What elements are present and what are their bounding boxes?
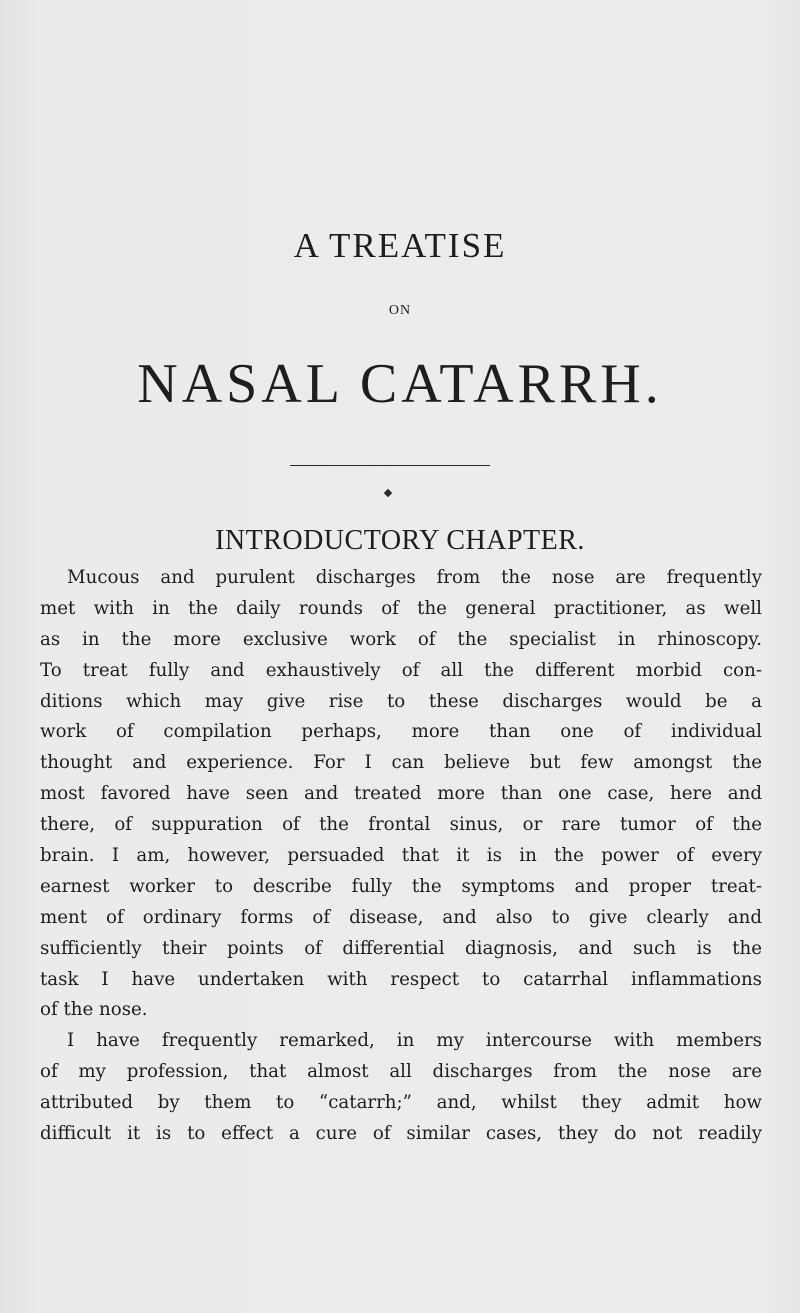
- text-line: earnest worker to describe fully the symptoms and proper treat-: [40, 875, 762, 897]
- text-line: met with in the daily rounds of the general practitioner, as well: [40, 597, 762, 619]
- body-text: [40, 563, 762, 1150]
- title-connector: ON: [388, 303, 412, 318]
- text-line: To treat fully and exhaustively of all the different morbid con-: [40, 659, 762, 681]
- treatise-title: A TREATISE: [293, 226, 507, 265]
- text-line: task I have undertaken with respect to catarrhal inflammations: [40, 968, 762, 990]
- text-line: sufficiently their points of differential diagnosis, and such is the: [40, 937, 762, 959]
- text-line: as in the more exclusive work of the specialist in rhinoscopy.: [40, 628, 762, 650]
- text-line: attributed by them to “catarrh;” and, whilst they admit how: [40, 1092, 762, 1114]
- ornament-dot: [384, 489, 392, 497]
- text-line: ditions which may give rise to these discharges would be a: [40, 690, 762, 712]
- text-line: of my profession, that almost all discharges from the nose are: [40, 1061, 762, 1083]
- text-line: difficult it is to effect a cure of similar cases, they do not readily: [40, 1123, 762, 1145]
- text-line: work of compilation perhaps, more than one of individual: [40, 721, 762, 743]
- text-line: of the nose.: [40, 999, 148, 1021]
- text-line: thought and experience. For I can believe but few amongst the: [40, 752, 762, 774]
- text-line: Mucous and purulent discharges from the nose are frequently: [67, 567, 762, 588]
- chapter-heading: INTRODUCTORY CHAPTER.: [215, 525, 585, 556]
- subject-title: NASAL CATARRH.: [137, 353, 663, 415]
- text-line: I have frequently remarked, in my intercourse with members: [67, 1030, 762, 1052]
- text-line: there, of suppuration of the frontal sinus, or rare tumor of the: [40, 814, 762, 836]
- title-rule: [290, 465, 490, 466]
- text-line: ment of ordinary forms of disease, and also to give clearly and: [40, 906, 762, 928]
- text-line: most favored have seen and treated more than one case, here and: [40, 783, 762, 805]
- text-line: brain. I am, however, persuaded that it is in the power of every: [40, 845, 762, 867]
